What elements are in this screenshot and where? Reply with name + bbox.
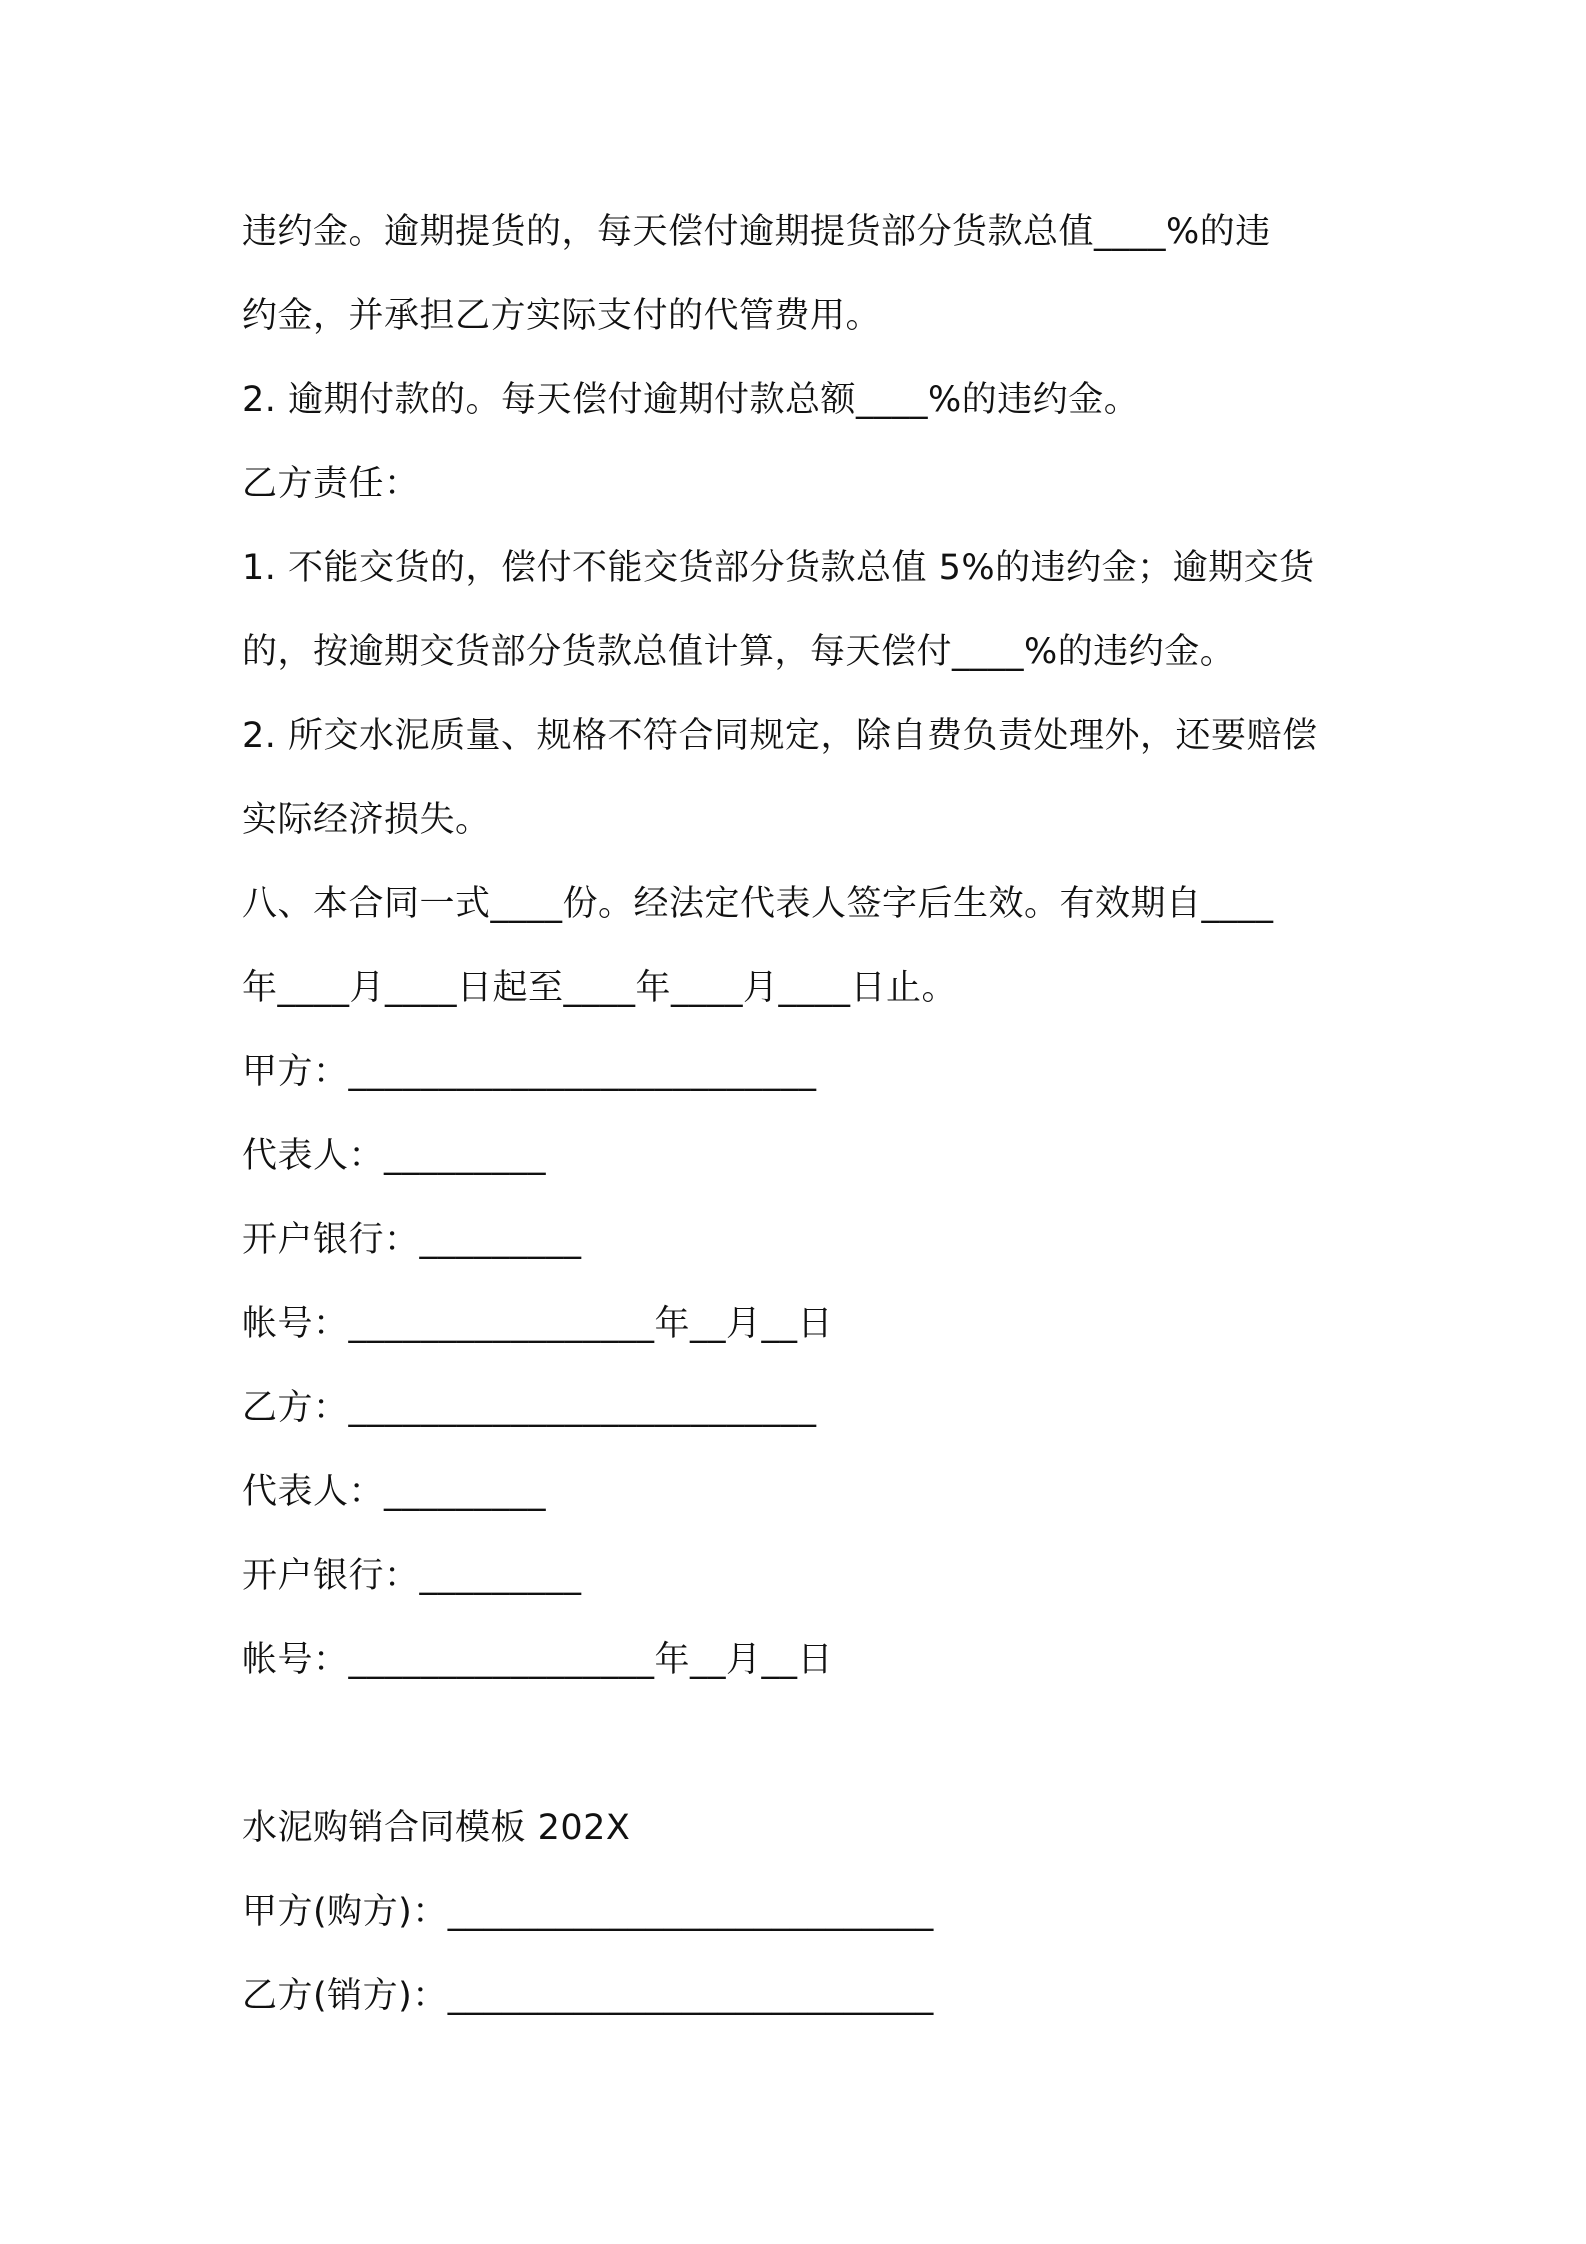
paragraph-line: 约金，并承担乙方实际支付的代管费用。 xyxy=(242,296,882,336)
representative-line: 代表人：_________ xyxy=(242,1472,547,1512)
paragraph-line: 的，按逾期交货部分货款总值计算，每天偿付____%的违约金。 xyxy=(242,632,1236,672)
blank-spacer xyxy=(242,1702,1362,1786)
paragraph-line: 1. 不能交货的，偿付不能交货部分货款总值 5%的违约金；逾期交货 xyxy=(242,548,1315,588)
account-line: 帐号：_________________年__月__日 xyxy=(242,1640,834,1680)
representative-line: 代表人：_________ xyxy=(242,1136,547,1176)
paragraph-line: 八、本合同一式____份。经法定代表人签字后生效。有效期自____ xyxy=(242,884,1274,924)
bank-line: 开户银行：_________ xyxy=(242,1220,582,1260)
bank-line: 开户银行：_________ xyxy=(242,1556,582,1596)
party-b-line: 乙方：__________________________ xyxy=(242,1388,817,1428)
section-heading: 乙方责任： xyxy=(242,464,420,504)
paragraph-line: 2. 所交水泥质量、规格不符合同规定，除自费负责处理外，还要赔偿 xyxy=(242,716,1318,756)
party-a-line: 甲方：__________________________ xyxy=(242,1052,817,1092)
buyer-line: 甲方(购方)：___________________________ xyxy=(242,1892,934,1932)
seller-line: 乙方(销方)：___________________________ xyxy=(242,1976,934,2016)
paragraph-line: 2. 逾期付款的。每天偿付逾期付款总额____%的违约金。 xyxy=(242,380,1140,420)
paragraph-line: 违约金。逾期提货的，每天偿付逾期提货部分货款总值____%的违 xyxy=(242,212,1271,252)
contract-title: 水泥购销合同模板 202X xyxy=(242,1808,631,1848)
paragraph-line: 年____月____日起至____年____月____日止。 xyxy=(242,968,958,1008)
paragraph-line: 实际经济损失。 xyxy=(242,800,491,840)
account-line: 帐号：_________________年__月__日 xyxy=(242,1304,834,1344)
document-body xyxy=(242,190,1362,2038)
